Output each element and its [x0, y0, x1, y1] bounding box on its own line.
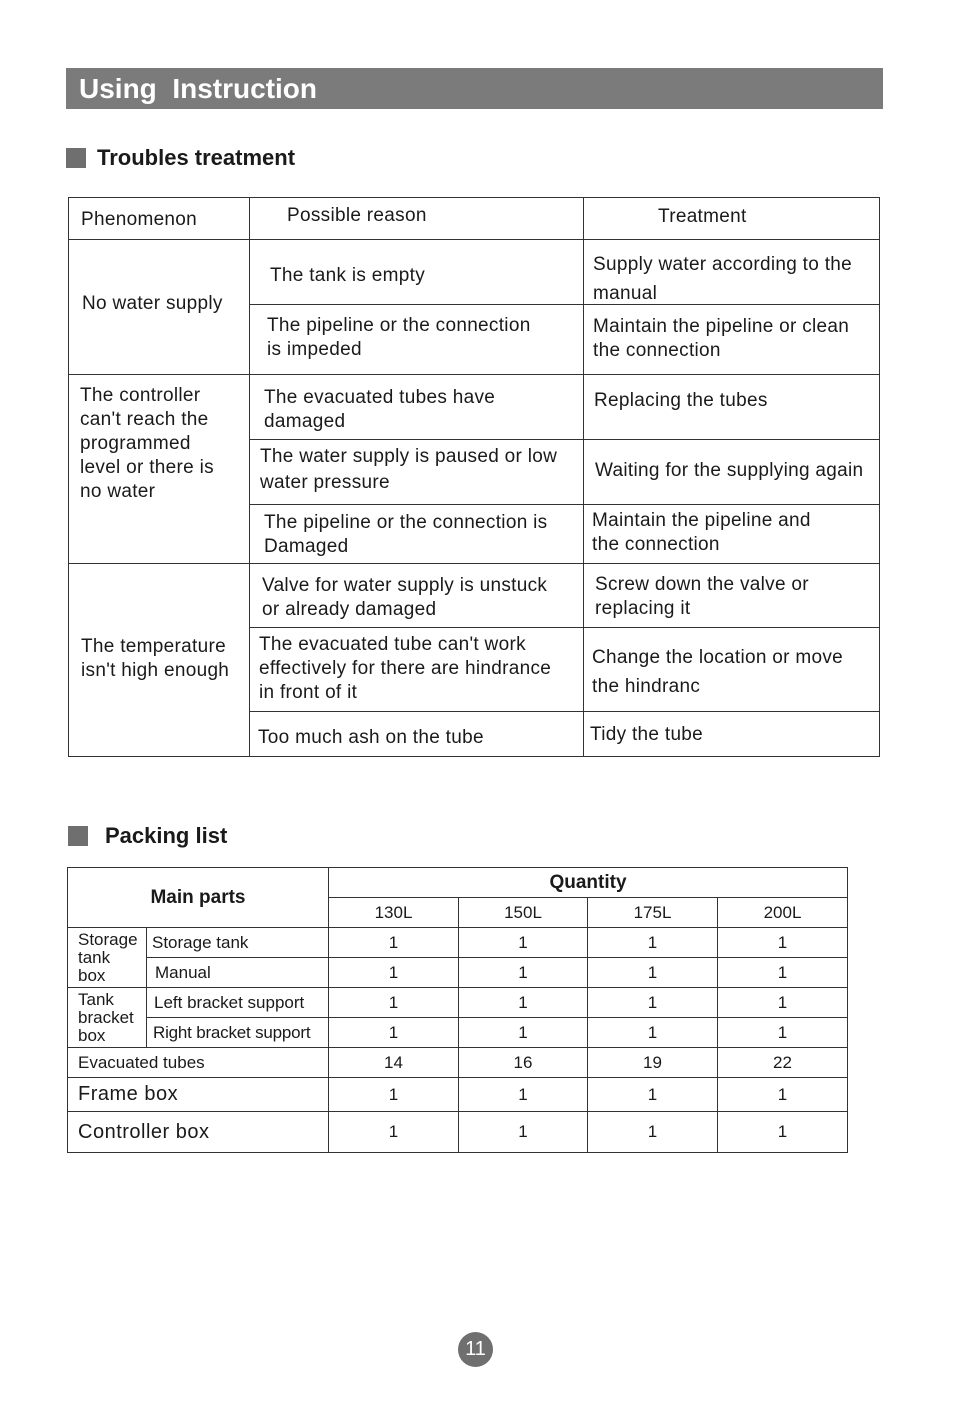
qty-cell: 1	[328, 1017, 459, 1048]
qty-cell: 1	[717, 1017, 848, 1048]
phenomenon-cell: The temperature isn't high enough	[68, 563, 250, 757]
qty-cell: 1	[717, 957, 848, 988]
reason-cell: The tank is empty	[249, 239, 584, 305]
treatment-cell: Maintain the pipeline or clean the connection	[583, 304, 880, 375]
qty-cell: 1	[717, 1077, 848, 1112]
treatment-cell: Change the location or move the hindranc	[583, 627, 880, 712]
section-square-icon	[68, 826, 88, 846]
part-name: Evacuated tubes	[67, 1047, 329, 1078]
qty-cell: 1	[587, 1077, 718, 1112]
column-header-treatment: Treatment	[583, 197, 880, 240]
reason-cell: Too much ash on the tube	[249, 711, 584, 757]
part-name: Left bracket support	[146, 987, 329, 1018]
qty-cell: 1	[328, 927, 459, 958]
qty-cell: 1	[328, 957, 459, 988]
treatment-cell: Waiting for the supplying again	[583, 439, 880, 505]
group-storage-tank-box: Storage tank box	[67, 927, 147, 988]
qty-cell: 1	[587, 987, 718, 1018]
part-name: Right bracket support	[146, 1017, 329, 1048]
size-header: 150L	[458, 897, 588, 928]
page-number: 11	[458, 1332, 493, 1367]
qty-cell: 1	[587, 1017, 718, 1048]
packing-heading	[68, 823, 227, 849]
qty-cell: 1	[717, 1111, 848, 1153]
phenomenon-cell: The controller can't reach the programmed level or there is no water	[68, 374, 250, 564]
qty-cell: 1	[587, 1111, 718, 1153]
qty-cell: 1	[458, 987, 588, 1018]
main-parts-header: Main parts	[67, 867, 329, 928]
page-header: Using Instruction	[66, 68, 883, 109]
treatment-cell: Supply water according to the manual	[583, 239, 880, 305]
size-header: 200L	[717, 897, 848, 928]
size-header: 175L	[587, 897, 718, 928]
column-header-reason: Possible reason	[249, 197, 584, 240]
treatment-cell: Replacing the tubes	[583, 374, 880, 440]
qty-cell: 1	[458, 1111, 588, 1153]
qty-cell: 22	[717, 1047, 848, 1078]
part-name: Storage tank	[146, 927, 329, 958]
reason-cell: The evacuated tube can't work effectively for there are hindrance in front of it	[249, 627, 584, 712]
qty-cell: 14	[328, 1047, 459, 1078]
part-name: Manual	[146, 957, 329, 988]
qty-cell: 1	[328, 987, 459, 1018]
section-square-icon	[66, 148, 86, 168]
size-header: 130L	[328, 897, 459, 928]
reason-cell: The water supply is paused or low water pressure	[249, 439, 584, 505]
packing-heading-text: Packing list	[105, 823, 228, 848]
treatment-cell: Tidy the tube	[583, 711, 880, 757]
qty-cell: 1	[458, 1017, 588, 1048]
troubles-heading	[66, 145, 295, 171]
qty-cell: 1	[458, 927, 588, 958]
qty-cell: 19	[587, 1047, 718, 1078]
reason-cell: The pipeline or the connection is Damaged	[249, 504, 584, 564]
phenomenon-cell: No water supply	[68, 239, 250, 375]
reason-cell: Valve for water supply is unstuck or already damaged	[249, 563, 584, 628]
reason-cell: The evacuated tubes have damaged	[249, 374, 584, 440]
qty-cell: 1	[587, 957, 718, 988]
qty-cell: 1	[717, 987, 848, 1018]
qty-cell: 1	[328, 1111, 459, 1153]
qty-cell: 1	[587, 927, 718, 958]
qty-cell: 1	[328, 1077, 459, 1112]
troubles-heading-text: Troubles treatment	[97, 145, 296, 170]
qty-cell: 1	[458, 1077, 588, 1112]
group-tank-bracket-box: Tank bracket box	[67, 987, 147, 1048]
quantity-header: Quantity	[328, 867, 848, 898]
treatment-cell: Screw down the valve or replacing it	[583, 563, 880, 628]
part-name: Frame box	[67, 1077, 329, 1112]
column-header-phenomenon: Phenomenon	[68, 197, 250, 240]
qty-cell: 1	[717, 927, 848, 958]
qty-cell: 1	[458, 957, 588, 988]
part-name: Controller box	[67, 1111, 329, 1153]
treatment-cell: Maintain the pipeline and the connection	[583, 504, 880, 564]
reason-cell: The pipeline or the connection is impeded	[249, 304, 584, 375]
qty-cell: 16	[458, 1047, 588, 1078]
